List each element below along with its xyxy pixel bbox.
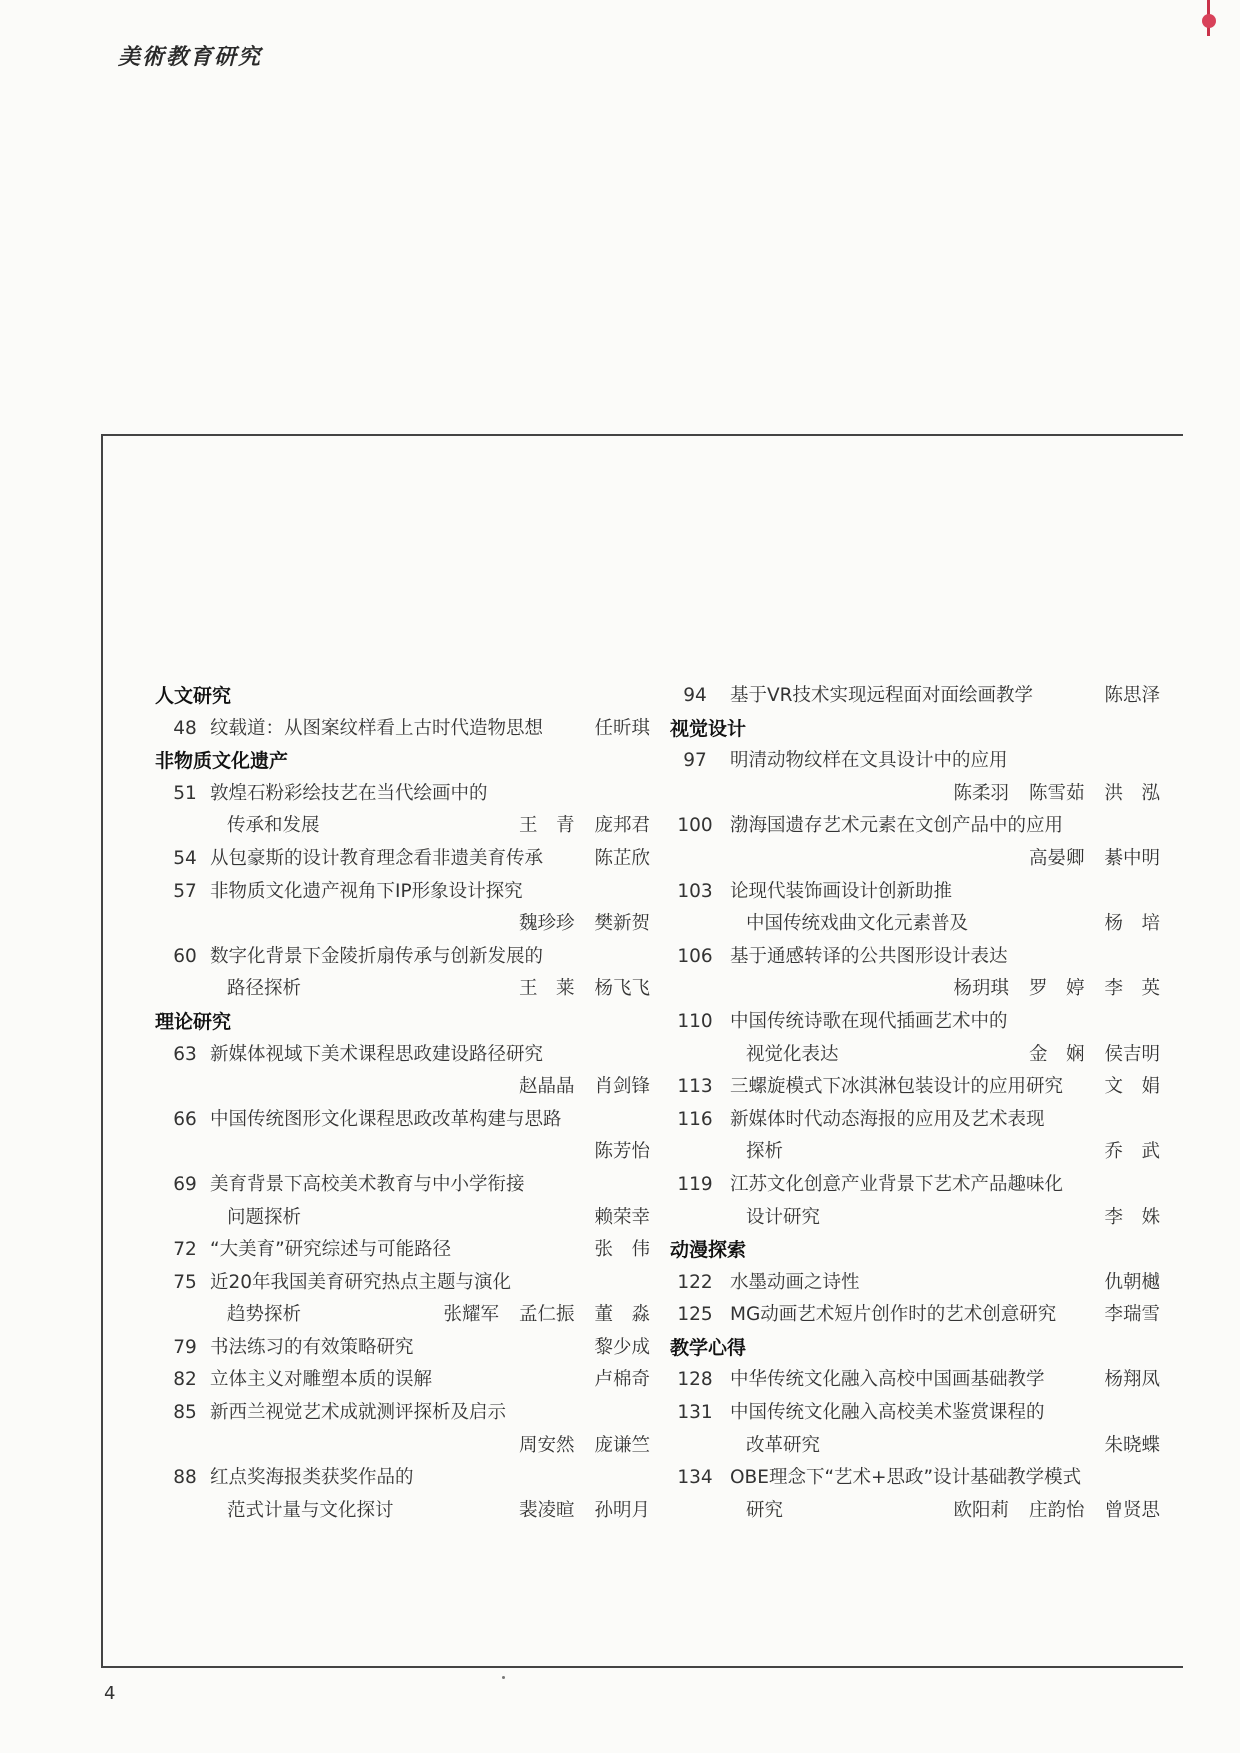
entry-authors xyxy=(594,843,650,876)
entry-authors xyxy=(519,810,650,843)
author-name: 庞谦竺 xyxy=(594,1434,650,1456)
toc-entry-continuation[interactable] xyxy=(670,1495,1160,1528)
author-name: 杨翔凤 xyxy=(1104,1369,1160,1391)
entry-title: 渤海国遗存艺术元素在文创产品中的应用 xyxy=(730,815,1064,837)
entry-page-number: 97 xyxy=(683,750,707,772)
entry-title: 新媒体时代动态海报的应用及艺术表现 xyxy=(730,1108,1045,1130)
entry-authors xyxy=(443,1299,650,1332)
entry-page-number: 85 xyxy=(173,1402,197,1424)
entry-title: 研究 xyxy=(746,1499,784,1521)
entry-title: 敦煌石粉彩绘技艺在当代绘画中的 xyxy=(210,782,488,804)
entry-title: 探析 xyxy=(746,1141,784,1163)
entry-page-number: 82 xyxy=(173,1369,197,1391)
page-number: 4 xyxy=(104,1683,116,1704)
author-name: 王 青 xyxy=(518,815,575,837)
author-name: 曾贤思 xyxy=(1104,1499,1160,1521)
page-dot xyxy=(502,1676,505,1679)
entry-title: 数字化背景下金陵折扇传承与创新发展的 xyxy=(210,945,544,967)
toc-entry[interactable] xyxy=(155,843,650,876)
entry-page-number: 94 xyxy=(683,685,707,706)
toc-entry[interactable] xyxy=(670,876,1160,909)
toc-entry[interactable] xyxy=(155,1397,650,1430)
author-name: 陈雪茹 xyxy=(1028,782,1085,804)
entry-title: 中华传统文化融入高校中国画基础教学 xyxy=(730,1369,1045,1391)
entry-title: 红点奖海报类获奖作品的 xyxy=(210,1467,414,1489)
entry-title: MG动画艺术短片创作时的艺术创意研究 xyxy=(730,1304,1057,1326)
entry-page-number: 106 xyxy=(677,945,713,967)
author-name: 王 莱 xyxy=(518,978,575,1000)
toc-entry-continuation[interactable] xyxy=(155,1136,650,1169)
author-name: 黎少成 xyxy=(594,1336,650,1358)
toc-entry[interactable] xyxy=(670,810,1160,843)
toc-entry[interactable] xyxy=(155,778,650,811)
author-name: 周安然 xyxy=(518,1434,575,1456)
entry-title: 视觉化表达 xyxy=(746,1043,839,1065)
toc-entry[interactable] xyxy=(670,1299,1160,1332)
entry-page-number: 134 xyxy=(677,1467,713,1489)
toc-entry-continuation[interactable] xyxy=(670,1202,1160,1235)
toc-entry[interactable] xyxy=(155,1462,650,1495)
entry-authors xyxy=(953,778,1160,811)
entry-authors xyxy=(594,1202,650,1235)
journal-title: 美術教育研究 xyxy=(118,44,263,70)
entry-authors xyxy=(953,973,1160,1006)
section-heading: 动漫探索 xyxy=(670,1239,747,1262)
author-name: 张耀军 xyxy=(443,1304,499,1326)
toc-entry[interactable] xyxy=(155,1364,650,1397)
toc-right-column xyxy=(670,680,1160,1527)
entry-page-number: 88 xyxy=(173,1467,197,1489)
entry-page-number: 48 xyxy=(173,717,197,739)
toc-entry[interactable] xyxy=(155,876,650,909)
entry-page-number: 51 xyxy=(173,782,197,804)
entry-title: 中国传统图形文化课程思政改革构建与思路 xyxy=(210,1108,562,1130)
author-name: 裴凌暄 xyxy=(518,1499,575,1521)
entry-authors xyxy=(519,1071,650,1104)
toc-entry[interactable] xyxy=(155,1332,650,1365)
entry-authors xyxy=(953,1495,1160,1528)
entry-page-number: 113 xyxy=(677,1076,713,1098)
toc-entry-continuation[interactable] xyxy=(155,810,650,843)
toc-entry[interactable] xyxy=(670,1267,1160,1300)
toc-entry[interactable] xyxy=(670,1006,1160,1039)
entry-authors xyxy=(1104,1267,1160,1300)
entry-title: 中国传统文化融入高校美术鉴赏课程的 xyxy=(730,1402,1045,1424)
entry-title: 三螺旋模式下冰淇淋包装设计的应用研究 xyxy=(730,1076,1064,1098)
entry-page-number: 128 xyxy=(677,1369,713,1391)
corner-color-dot xyxy=(1202,14,1216,28)
toc-entry-continuation[interactable] xyxy=(155,908,650,941)
entry-authors xyxy=(594,713,650,746)
entry-authors xyxy=(594,1364,650,1397)
entry-authors xyxy=(1104,908,1160,941)
entry-title: 从包豪斯的设计教育理念看非遗美育传承 xyxy=(210,847,544,869)
toc-entry[interactable] xyxy=(670,1169,1160,1202)
author-name: 张 伟 xyxy=(594,1239,650,1261)
author-name: 任昕琪 xyxy=(594,717,650,739)
toc-entry-continuation[interactable] xyxy=(155,1495,650,1528)
entry-authors xyxy=(1104,680,1160,713)
entry-page-number: 66 xyxy=(173,1108,197,1130)
entry-authors xyxy=(1104,1299,1160,1332)
author-name: 陈芳怡 xyxy=(594,1141,650,1163)
section-heading: 理论研究 xyxy=(155,1010,232,1033)
entry-title: 基于VR技术实现远程面对面绘画教学 xyxy=(730,685,1034,706)
toc-entry-continuation[interactable] xyxy=(670,1039,1160,1072)
entry-title: “大美育”研究综述与可能路径 xyxy=(210,1239,452,1261)
entry-title: 趋势探析 xyxy=(227,1304,302,1326)
entry-authors xyxy=(1104,1202,1160,1235)
entry-title: 纹载道：从图案纹样看上古时代造物思想 xyxy=(210,717,544,739)
entry-title: 路径探析 xyxy=(227,978,302,1000)
toc-entry-continuation[interactable] xyxy=(670,778,1160,811)
author-name: 乔 武 xyxy=(1104,1141,1160,1163)
toc-entry[interactable] xyxy=(155,1169,650,1202)
entry-title: 问题探析 xyxy=(227,1206,302,1228)
entry-title: 设计研究 xyxy=(746,1206,821,1228)
entry-title: 书法练习的有效策略研究 xyxy=(210,1336,414,1358)
entry-page-number: 69 xyxy=(173,1173,197,1195)
entry-page-number: 119 xyxy=(677,1173,713,1195)
author-name: 朱晓蝶 xyxy=(1104,1434,1160,1456)
entry-page-number: 110 xyxy=(677,1010,713,1032)
toc-entry[interactable] xyxy=(670,1397,1160,1430)
toc-entry-continuation[interactable] xyxy=(155,1430,650,1463)
entry-authors xyxy=(519,1430,650,1463)
toc-entry-continuation[interactable] xyxy=(155,973,650,1006)
toc-entry-continuation[interactable] xyxy=(670,973,1160,1006)
author-name: 陈柔羽 xyxy=(953,782,1009,804)
entry-authors xyxy=(1104,1136,1160,1169)
author-name: 李瑞雪 xyxy=(1104,1304,1160,1326)
section-heading: 教学心得 xyxy=(670,1336,747,1359)
entry-page-number: 116 xyxy=(677,1108,713,1130)
entry-page-number: 100 xyxy=(677,815,713,837)
entry-title: 基于通感转译的公共图形设计表达 xyxy=(730,945,1008,967)
entry-authors xyxy=(1029,843,1160,876)
entry-title: 水墨动画之诗性 xyxy=(730,1271,860,1293)
author-name: 洪 泓 xyxy=(1104,782,1160,804)
toc-entry-continuation[interactable] xyxy=(670,908,1160,941)
entry-title: 新媒体视域下美术课程思政建设路径研究 xyxy=(210,1043,544,1065)
author-name: 魏珍珍 xyxy=(518,913,575,935)
author-name: 庄韵怡 xyxy=(1028,1499,1085,1521)
toc-entry[interactable] xyxy=(670,1104,1160,1137)
toc-entry-continuation[interactable] xyxy=(670,1136,1160,1169)
author-name: 孟仁振 xyxy=(518,1304,575,1326)
entry-page-number: 60 xyxy=(173,945,197,967)
entry-title: 中国传统诗歌在现代插画艺术中的 xyxy=(730,1010,1008,1032)
toc-entry[interactable] xyxy=(155,1104,650,1137)
entry-authors xyxy=(1029,1039,1160,1072)
toc-entry[interactable] xyxy=(670,941,1160,974)
entry-title: 江苏文化创意产业背景下艺术产品趣味化 xyxy=(730,1173,1064,1195)
author-name: 欧阳莉 xyxy=(953,1499,1009,1521)
entry-title: 美育背景下高校美术教育与中小学衔接 xyxy=(210,1173,525,1195)
entry-authors xyxy=(519,908,650,941)
entry-authors xyxy=(594,1332,650,1365)
author-name: 赵晶晶 xyxy=(518,1076,575,1098)
entry-page-number: 54 xyxy=(173,847,197,869)
author-name: 董 淼 xyxy=(594,1304,650,1326)
author-name: 孙明月 xyxy=(594,1499,650,1521)
author-name: 陈思泽 xyxy=(1104,685,1160,706)
toc-entry-continuation[interactable] xyxy=(670,843,1160,876)
entry-page-number: 131 xyxy=(677,1402,713,1424)
entry-title: 中国传统戏曲文化元素普及 xyxy=(746,913,969,935)
toc-entry[interactable] xyxy=(155,1234,650,1267)
toc-entry[interactable] xyxy=(155,1039,650,1072)
author-name: 杨玥琪 xyxy=(953,978,1009,1000)
toc-entry-continuation[interactable] xyxy=(155,1299,650,1332)
author-name: 李 姝 xyxy=(1104,1206,1160,1228)
author-name: 李 英 xyxy=(1104,978,1160,1000)
toc-entry[interactable] xyxy=(670,680,1160,713)
entry-page-number: 75 xyxy=(173,1271,197,1293)
entry-title: OBE理念下“艺术+思政”设计基础教学模式 xyxy=(730,1467,1082,1489)
entry-page-number: 103 xyxy=(677,880,713,902)
author-name: 文 娟 xyxy=(1104,1076,1160,1098)
entry-title: 改革研究 xyxy=(746,1434,821,1456)
toc-entry-continuation[interactable] xyxy=(155,1202,650,1235)
entry-title: 明清动物纹样在文具设计中的应用 xyxy=(730,750,1008,772)
entry-page-number: 122 xyxy=(677,1271,713,1293)
author-name: 庞邦君 xyxy=(594,815,650,837)
entry-title: 近20年我国美育研究热点主题与演化 xyxy=(210,1271,512,1293)
author-name: 赖荣幸 xyxy=(594,1206,650,1228)
toc-entry[interactable] xyxy=(155,713,650,746)
author-name: 陈芷欣 xyxy=(594,847,650,869)
entry-authors xyxy=(1104,1364,1160,1397)
entry-authors xyxy=(594,1136,650,1169)
author-name: 綦中明 xyxy=(1104,847,1160,869)
toc-entry-continuation[interactable] xyxy=(670,1430,1160,1463)
toc-entry-continuation[interactable] xyxy=(155,1071,650,1104)
entry-authors xyxy=(1104,1430,1160,1463)
author-name: 杨 培 xyxy=(1104,913,1160,935)
entry-page-number: 125 xyxy=(677,1304,713,1326)
entry-authors xyxy=(594,1234,650,1267)
entry-authors xyxy=(519,973,650,1006)
author-name: 高晏卿 xyxy=(1028,847,1085,869)
toc-entry[interactable] xyxy=(670,1071,1160,1104)
toc-entry[interactable] xyxy=(670,745,1160,778)
toc-entry[interactable] xyxy=(670,1462,1160,1495)
entry-authors xyxy=(1104,1071,1160,1104)
section-heading: 人文研究 xyxy=(155,685,232,707)
toc-entry[interactable] xyxy=(670,1364,1160,1397)
author-name: 罗 婷 xyxy=(1028,978,1085,1000)
author-name: 杨飞飞 xyxy=(594,978,650,1000)
toc-entry[interactable] xyxy=(155,1267,650,1300)
entry-page-number: 57 xyxy=(173,880,197,902)
entry-page-number: 72 xyxy=(173,1239,197,1261)
entry-title: 范式计量与文化探讨 xyxy=(227,1499,394,1521)
author-name: 侯吉明 xyxy=(1104,1043,1160,1065)
entry-page-number: 79 xyxy=(173,1336,197,1358)
author-name: 仇朝樾 xyxy=(1104,1271,1160,1293)
entry-title: 立体主义对雕塑本质的误解 xyxy=(210,1369,433,1391)
entry-title: 传承和发展 xyxy=(227,815,320,837)
toc-entry[interactable] xyxy=(155,941,650,974)
entry-title: 论现代装饰画设计创新助推 xyxy=(730,880,953,902)
entry-title: 非物质文化遗产视角下IP形象设计探究 xyxy=(210,880,523,902)
toc-left-column xyxy=(155,680,650,1527)
section-heading: 视觉设计 xyxy=(670,717,747,740)
entry-authors xyxy=(519,1495,650,1528)
section-heading: 非物质文化遗产 xyxy=(155,750,289,773)
author-name: 樊新贺 xyxy=(594,913,650,935)
entry-page-number: 63 xyxy=(173,1043,197,1065)
author-name: 金 娴 xyxy=(1028,1043,1085,1065)
author-name: 卢棉奇 xyxy=(594,1369,650,1391)
entry-title: 新西兰视觉艺术成就测评探析及启示 xyxy=(210,1402,507,1424)
author-name: 肖剑锋 xyxy=(594,1076,650,1098)
